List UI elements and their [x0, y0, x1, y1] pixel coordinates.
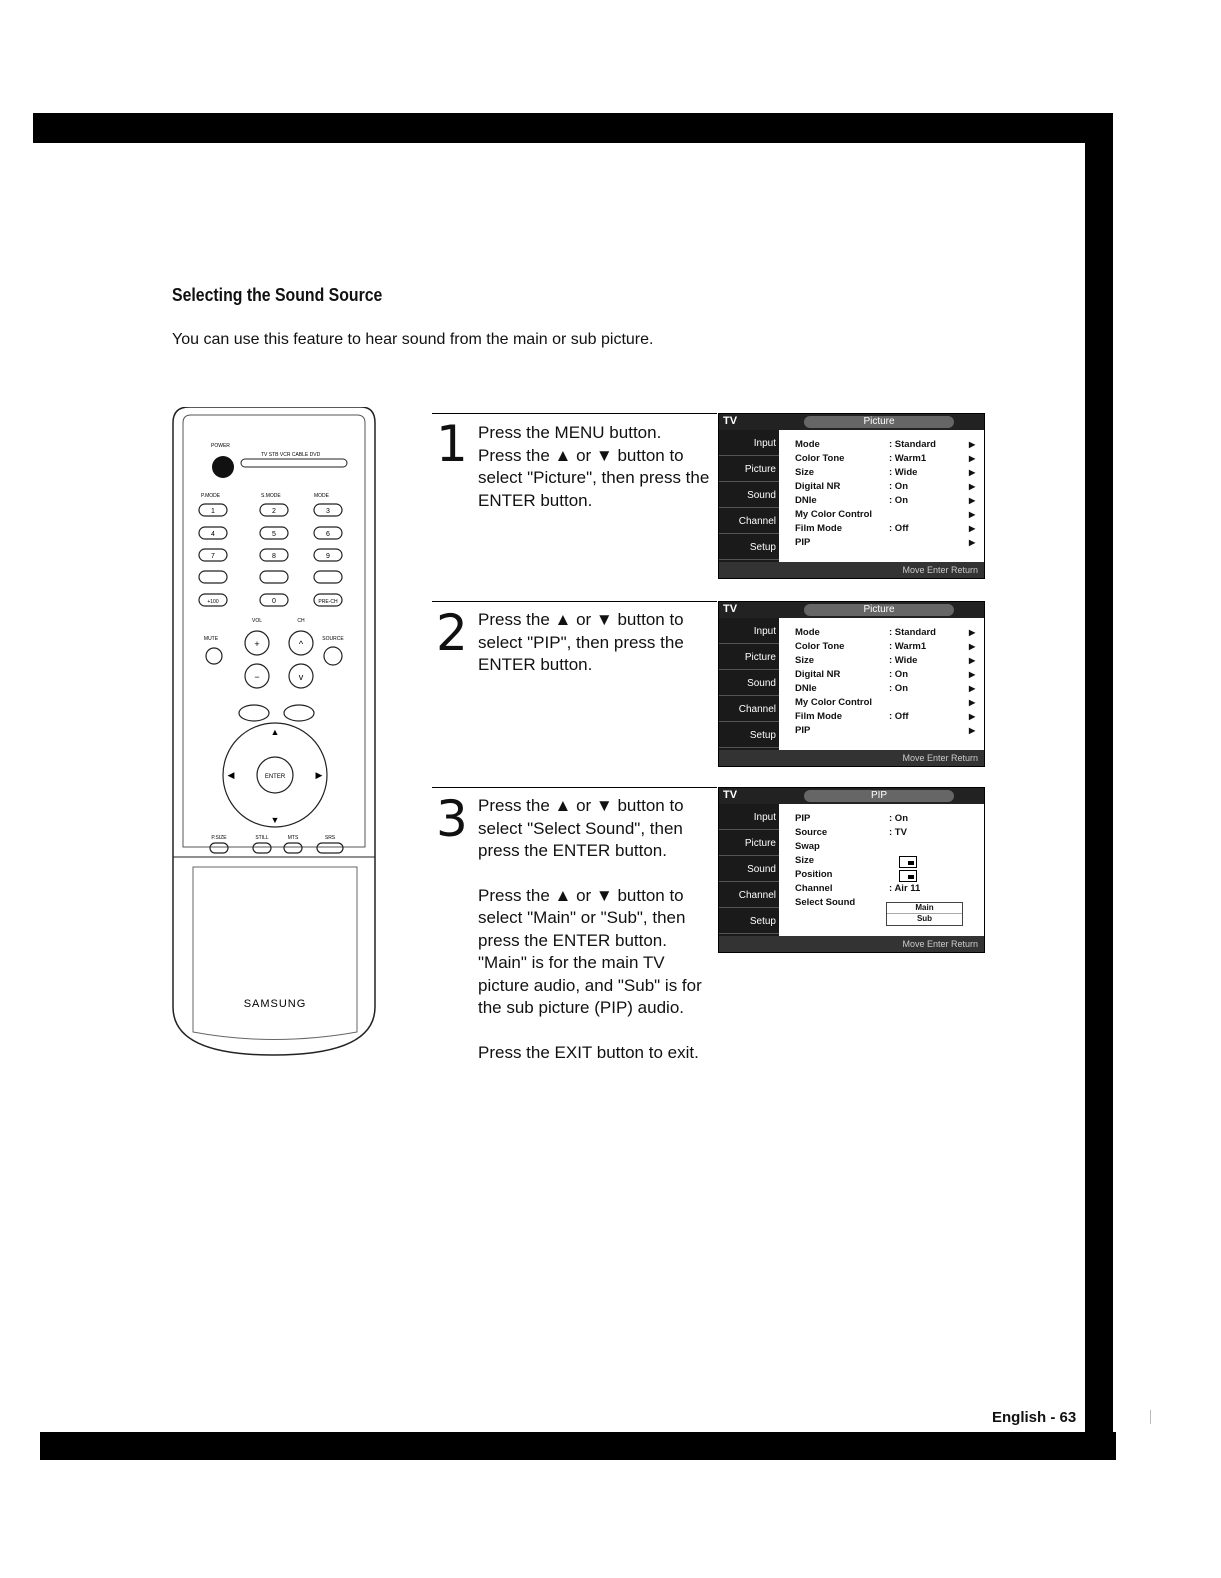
key-plus100: +100 [207, 599, 219, 605]
osd-side-setup: Setup [719, 534, 779, 560]
osd-side-setup: Setup [719, 722, 779, 748]
section-title: Selecting the Sound Source [172, 285, 383, 305]
osd-row: Channel : Air 11 [795, 883, 921, 894]
step-3-text [478, 795, 718, 1064]
modes-label: TV STB VCR CABLE DVD [261, 452, 321, 458]
key-4: 4 [211, 531, 215, 538]
osd-row: Source : TV [795, 827, 907, 838]
osd-row: Swap [795, 841, 820, 852]
osd-row: DNIe : On ▶ [795, 495, 976, 506]
osd-sidebar [719, 804, 779, 938]
svg-text:MTS: MTS [287, 835, 299, 841]
size-icon [899, 856, 917, 868]
svg-text:STILL: STILL [255, 835, 269, 841]
osd-row: DNIe : On ▶ [795, 683, 976, 694]
svg-text:MODE: MODE [314, 493, 329, 499]
osd-tv-label: TV [723, 789, 738, 801]
osd-side-input: Input [719, 430, 779, 456]
option-sub: Sub [916, 914, 933, 923]
step-1-text [478, 422, 723, 512]
osd-screen-pip [718, 787, 985, 953]
header-bar [33, 113, 1113, 143]
step-2-rule [432, 601, 717, 602]
osd-screen-picture-pip [718, 601, 985, 767]
osd-side-channel: Channel [719, 508, 779, 534]
key-prech: PRE-CH [318, 599, 338, 605]
svg-text:−: − [254, 672, 260, 682]
osd-title: Picture [804, 604, 954, 616]
osd-row: Digital NR : On ▶ [795, 481, 976, 492]
svg-text:VOL: VOL [251, 618, 263, 624]
osd-row: PIP ▶ [795, 537, 976, 548]
svg-text:▶: ▶ [315, 770, 323, 780]
step-3-number: 3 [436, 790, 468, 848]
osd-title: PIP [804, 790, 954, 802]
osd-sidebar [719, 430, 779, 564]
osd-header [719, 602, 984, 618]
key-6: 6 [326, 531, 330, 538]
osd-row: Mode : Standard ▶ [795, 439, 976, 450]
osd-side-sound: Sound [719, 856, 779, 882]
key-0: 0 [272, 598, 276, 605]
step-1-paragraph: Press the MENU button. Press the ▲ or ▼ button to select "Picture", then press the ENTER button. [478, 423, 710, 510]
key-5: 5 [272, 531, 276, 538]
osd-side-sound: Sound [719, 670, 779, 696]
svg-text:^: ^ [298, 639, 304, 649]
osd-header [719, 414, 984, 430]
osd-row: PIP : On [795, 813, 908, 824]
osd-footer: Move Enter Return [719, 562, 984, 578]
svg-text:▼: ▼ [270, 815, 280, 825]
osd-side-sound: Sound [719, 482, 779, 508]
svg-text:SOURCE: SOURCE [322, 636, 344, 642]
osd-row: Digital NR : On ▶ [795, 669, 976, 680]
osd-row: Film Mode : Off ▶ [795, 711, 976, 722]
key-7: 7 [211, 553, 215, 560]
position-icon [899, 870, 917, 882]
osd-side-input: Input [719, 804, 779, 830]
svg-text:▲: ▲ [270, 727, 280, 737]
step-3-paragraph-1: Press the ▲ or ▼ button to select "Select Sound", then press the ENTER button. [478, 796, 684, 860]
remote-control-illustration [171, 407, 376, 1057]
power-button [212, 456, 234, 478]
svg-text:SRS: SRS [324, 835, 336, 841]
step-2-text [478, 609, 723, 677]
osd-menu-rows [795, 438, 980, 550]
osd-row: Mode : Standard ▶ [795, 627, 976, 638]
osd-footer: Move Enter Return [719, 750, 984, 766]
osd-sidebar [719, 618, 779, 752]
osd-side-picture: Picture [719, 830, 779, 856]
osd-header [719, 788, 984, 804]
brand-logo: SAMSUNG [243, 998, 307, 1010]
step-1-rule [432, 413, 717, 414]
osd-row: My Color Control ▶ [795, 509, 976, 520]
osd-menu-rows [795, 626, 980, 738]
osd-row: Film Mode : Off ▶ [795, 523, 976, 534]
osd-side-picture: Picture [719, 644, 779, 670]
svg-text:v: v [298, 672, 304, 682]
step-1-number: 1 [436, 415, 468, 473]
osd-footer: Move Enter Return [719, 936, 984, 952]
osd-tv-label: TV [723, 603, 738, 615]
step-3-paragraph-2: Press the ▲ or ▼ button to select "Main" or "Sub", then press the ENTER button. "Main" is for the main TV picture audio, and "Sub" is for the sub picture (PIP) audio. [478, 885, 702, 1017]
key-9: 9 [326, 553, 330, 560]
svg-text:P.SIZE: P.SIZE [211, 835, 227, 841]
osd-side-picture: Picture [719, 456, 779, 482]
osd-row: Size [795, 854, 980, 868]
key-2: 2 [272, 508, 276, 515]
step-3-paragraph-3: Press the EXIT button to exit. [478, 1042, 699, 1062]
osd-row: PIP ▶ [795, 725, 976, 736]
key-3: 3 [326, 508, 330, 515]
osd-row: Size : Wide ▶ [795, 467, 976, 478]
osd-row: Color Tone : Warm1 ▶ [795, 641, 976, 652]
osd-row: Color Tone : Warm1 ▶ [795, 453, 976, 464]
step-2-paragraph: Press the ▲ or ▼ button to select "PIP", then press the ENTER button. [478, 610, 684, 674]
svg-text:CH: CH [297, 618, 305, 624]
svg-text:+: + [254, 639, 260, 649]
key-8: 8 [272, 553, 276, 560]
key-1: 1 [211, 508, 215, 515]
side-bar [1085, 113, 1113, 1433]
osd-row: Position [795, 868, 980, 882]
osd-title: Picture [804, 416, 954, 428]
step-2-number: 2 [436, 604, 468, 662]
osd-side-channel: Channel [719, 882, 779, 908]
option-main: Main [887, 903, 962, 914]
svg-text:P.MODE: P.MODE [201, 493, 221, 499]
osd-side-setup: Setup [719, 908, 779, 934]
osd-side-input: Input [719, 618, 779, 644]
svg-text:◀: ◀ [227, 770, 235, 780]
osd-tv-label: TV [723, 415, 738, 427]
osd-row: Size : Wide ▶ [795, 655, 976, 666]
footer-bar [40, 1432, 1116, 1460]
osd-screen-picture [718, 413, 985, 579]
step-3-rule [432, 787, 717, 788]
osd-side-channel: Channel [719, 696, 779, 722]
osd-row: My Color Control ▶ [795, 697, 976, 708]
page-number: English - 63 [992, 1409, 1077, 1426]
select-sound-options [886, 902, 963, 926]
osd-menu-rows [795, 812, 980, 910]
margin-mark [1150, 1410, 1154, 1424]
svg-text:MUTE: MUTE [203, 636, 219, 642]
svg-text:ENTER: ENTER [264, 774, 286, 780]
svg-text:S.MODE: S.MODE [261, 493, 281, 499]
osd-row: Select Sound [795, 897, 856, 908]
intro-text: You can use this feature to hear sound from the main or sub picture. [172, 331, 654, 348]
power-label: POWER [211, 443, 230, 449]
